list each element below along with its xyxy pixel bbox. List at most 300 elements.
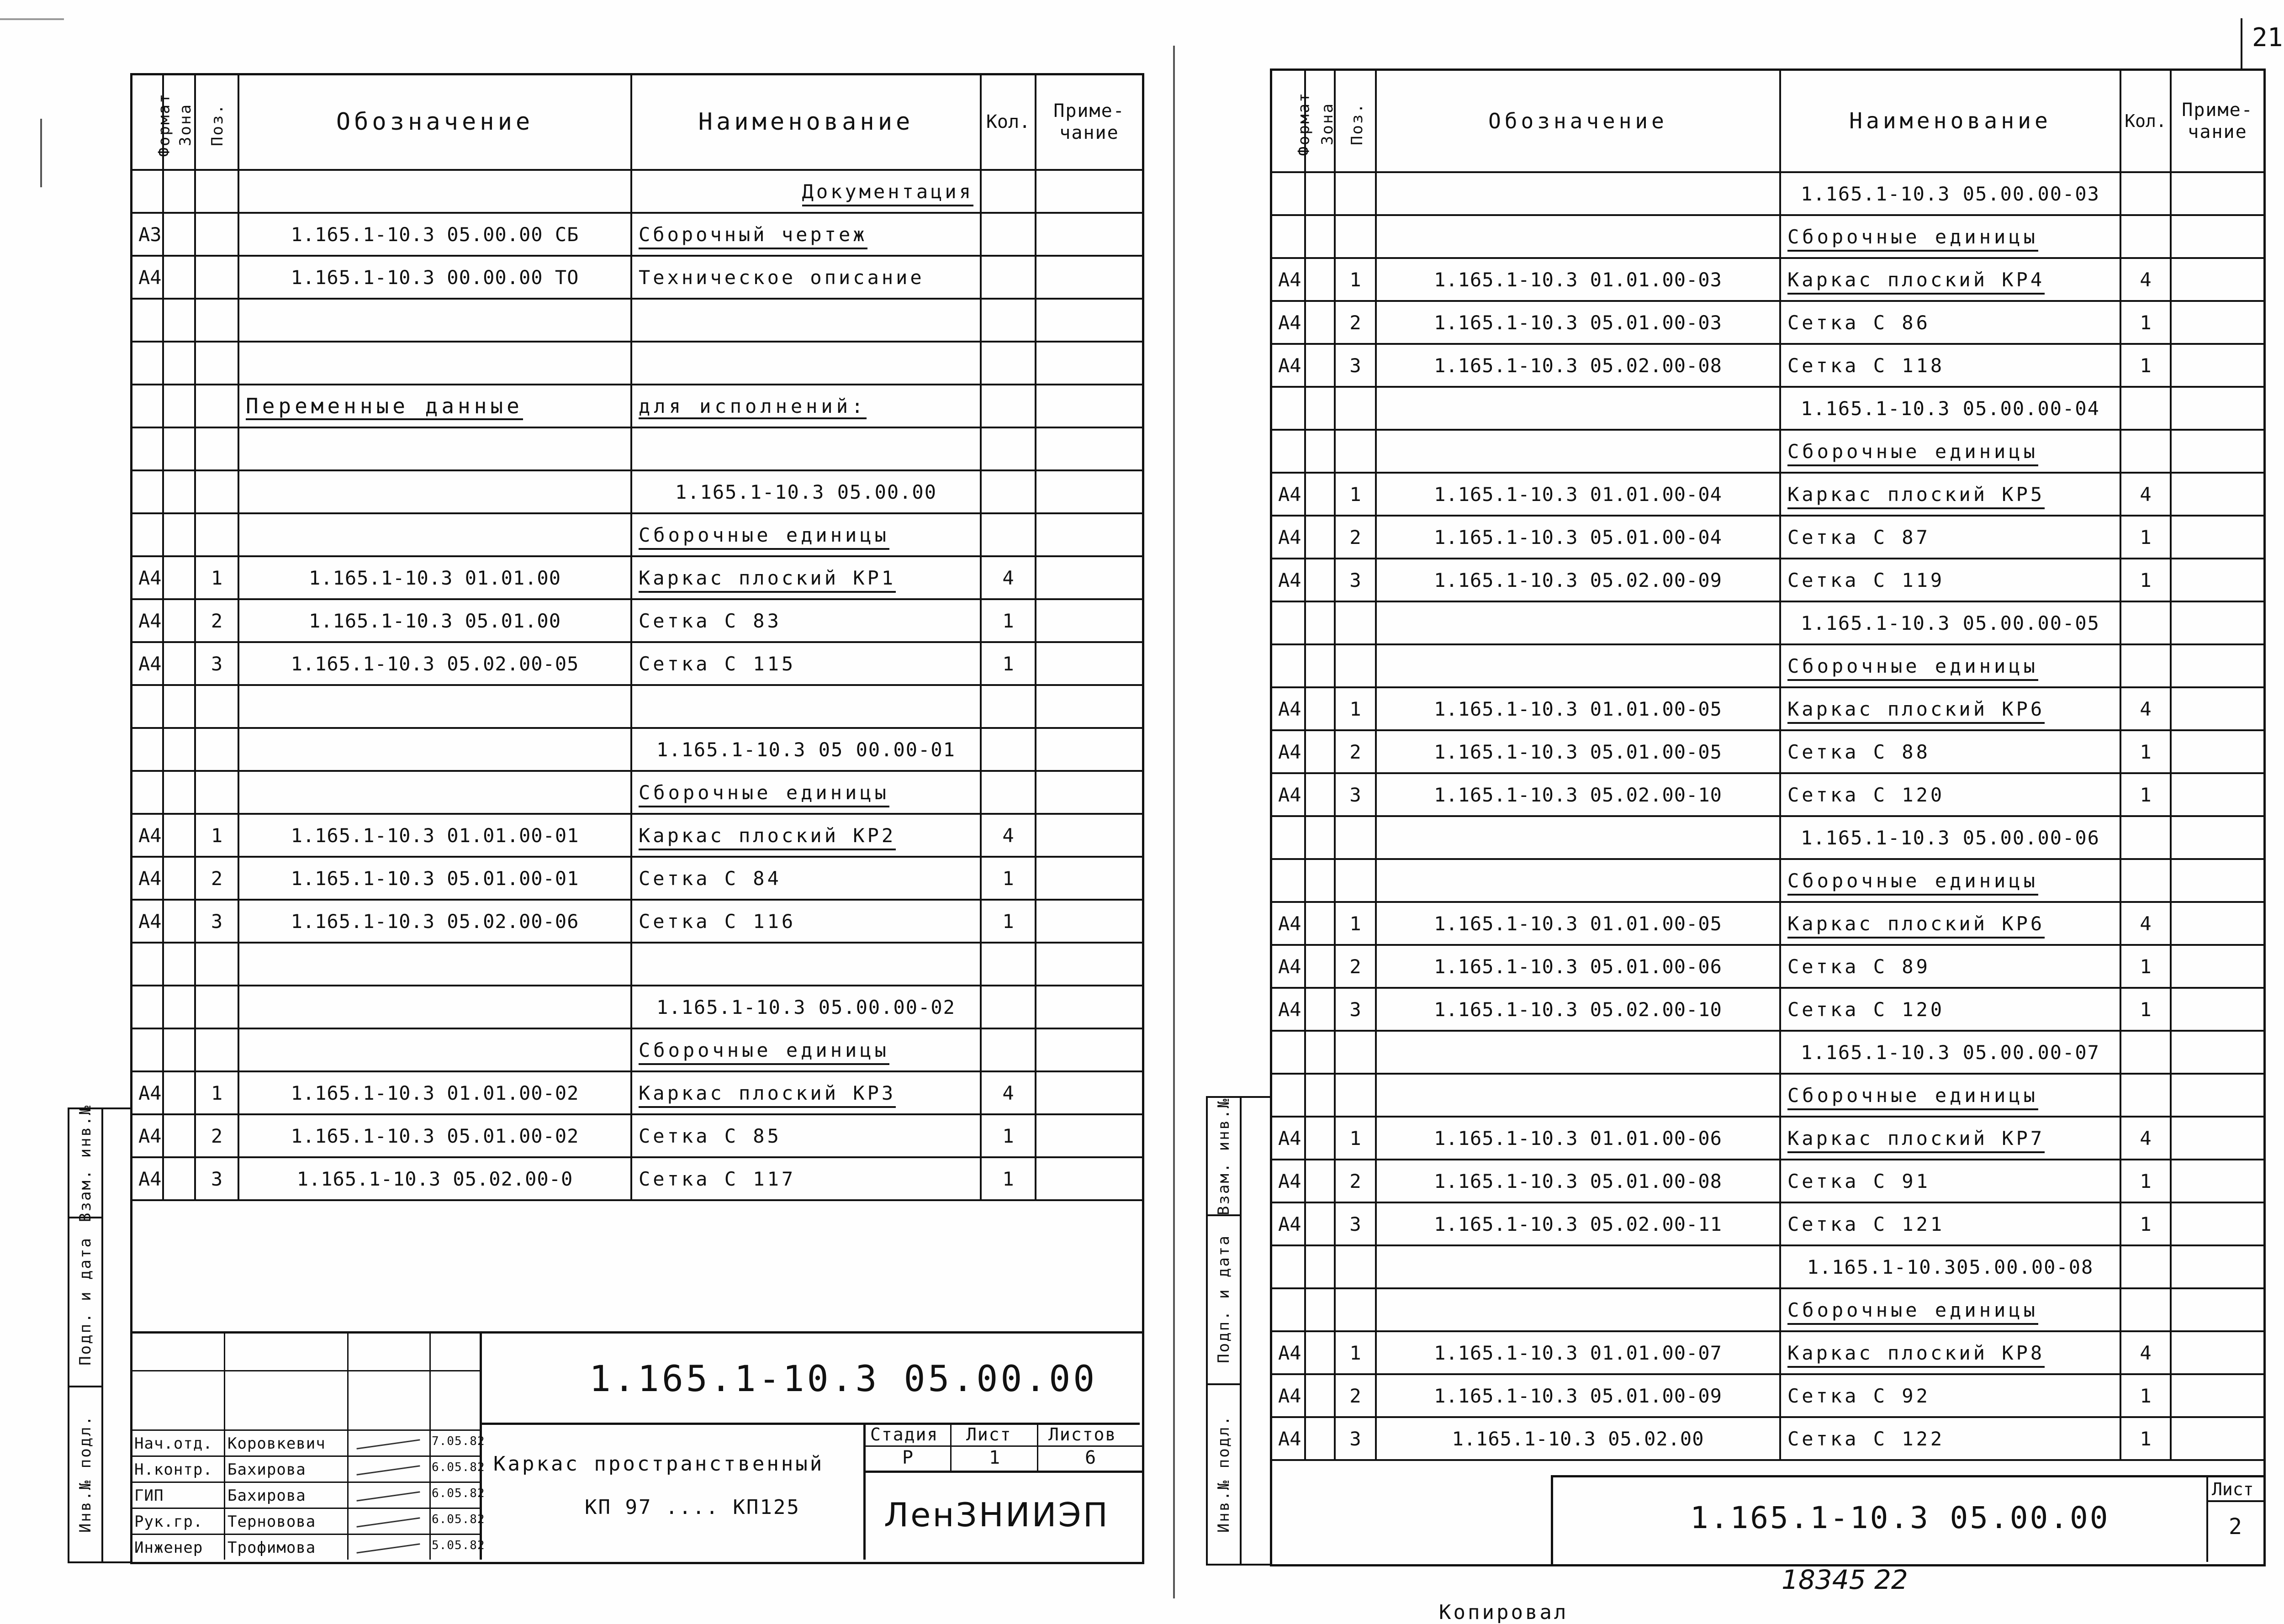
cell-format: А4 [1271, 687, 1305, 730]
tb-doc-number: 1.165.1-10.3 05.00.00 [589, 1359, 1098, 1400]
cell-name-text: Сборочные единицы [1787, 870, 2038, 896]
cell-name [631, 385, 981, 427]
cell-qty: 1 [2120, 301, 2171, 344]
spec-row [131, 900, 1143, 943]
cell-name-text: Каркас плоский КР3 [639, 1082, 896, 1108]
cell-name [1780, 215, 2120, 258]
cell-qty: 4 [981, 556, 1036, 599]
spec-row [1271, 1160, 2264, 1202]
cell-zone [1305, 215, 1335, 258]
cell-pos [195, 513, 238, 556]
rtb-doc-number: 1.165.1-10.3 05.00.00 [1690, 1500, 2110, 1535]
tb-stage: Р [902, 1447, 914, 1468]
cell-zone [163, 385, 195, 427]
cell-zone [1305, 687, 1335, 730]
cell-name [1780, 945, 2120, 988]
cell-pos: 3 [195, 900, 238, 943]
tb-person-signature [356, 1517, 420, 1527]
cell-qty: 1 [981, 857, 1036, 900]
tb-person-role: ГИП [134, 1487, 164, 1505]
cell-name [1780, 1288, 2120, 1331]
tb-person-role: Н.контр. [134, 1461, 213, 1479]
cell-name [1780, 601, 2120, 644]
spec-row [1271, 1031, 2264, 1074]
cell-pos: 3 [1335, 1202, 1376, 1245]
cell-qty [981, 427, 1036, 470]
cell-qty: 1 [2120, 559, 2171, 601]
cell-designation: 1.165.1-10.3 05.02.00-0 [238, 1157, 631, 1200]
cell-name [631, 299, 981, 342]
cell-note [2171, 773, 2264, 816]
cell-pos [1335, 1031, 1376, 1074]
cell-designation [238, 299, 631, 342]
cell-designation: 1.165.1-10.3 01.01.00-06 [1376, 1117, 1780, 1160]
spec-row [1271, 816, 2264, 859]
cell-name-text: 1.165.1-10.3 05.00.00-06 [1801, 826, 2100, 849]
cell-zone [1305, 516, 1335, 559]
cell-qty: 4 [2120, 687, 2171, 730]
cell-zone [163, 814, 195, 857]
cell-name [631, 1114, 981, 1157]
header-pos: Поз. [195, 74, 238, 170]
cell-designation: 1.165.1-10.3 05.02.00-08 [1376, 344, 1780, 387]
cell-zone [163, 256, 195, 299]
spec-row [1271, 945, 2264, 988]
cell-qty [981, 1028, 1036, 1071]
cell-format: А4 [131, 857, 163, 900]
cell-designation: 1.165.1-10.3 01.01.00-04 [1376, 473, 1780, 516]
cell-name [1780, 344, 2120, 387]
cell-name [1780, 387, 2120, 430]
cell-pos: 2 [1335, 516, 1376, 559]
cell-designation: 1.165.1-10.3 05.01.00-06 [1376, 945, 1780, 988]
cell-zone [1305, 1202, 1335, 1245]
cell-note [2171, 945, 2264, 988]
cell-format [131, 771, 163, 814]
cell-name [1780, 473, 2120, 516]
cell-designation: 1.165.1-10.3 05.01.00-03 [1376, 301, 1780, 344]
cell-pos [1335, 172, 1376, 215]
cell-format: А4 [131, 642, 163, 685]
cell-name-text: Сетка С 85 [639, 1124, 782, 1147]
cell-name-text: Сетка С 119 [1787, 569, 1945, 591]
cell-name [631, 256, 981, 299]
cell-name-text: 1.165.1-10.3 05.00.00 [675, 480, 937, 503]
cell-zone [1305, 1417, 1335, 1460]
cell-note [1036, 728, 1143, 771]
cell-qty [981, 771, 1036, 814]
cell-name [1780, 430, 2120, 473]
left-edge-mark [40, 119, 42, 187]
cell-note [1036, 857, 1143, 900]
cell-pos [1335, 601, 1376, 644]
cell-name [1780, 1117, 2120, 1160]
cell-name [631, 556, 981, 599]
tb-title-line2: КП 97 .... КП125 [585, 1496, 800, 1519]
cell-name-text: 1.165.1-10.3 05.00.00-05 [1801, 612, 2100, 634]
cell-zone [1305, 1331, 1335, 1374]
cell-pos [1335, 430, 1376, 473]
cell-name [631, 685, 981, 728]
spec-row [1271, 387, 2264, 430]
cell-zone [163, 728, 195, 771]
cell-format: А4 [1271, 988, 1305, 1031]
cell-qty: 1 [981, 642, 1036, 685]
cell-format [1271, 172, 1305, 215]
cell-name [631, 1071, 981, 1114]
cell-name [1780, 1331, 2120, 1374]
cell-note [2171, 1074, 2264, 1117]
cell-designation: 1.165.1-10.3 05.02.00-11 [1376, 1202, 1780, 1245]
spec-row [131, 427, 1143, 470]
tb-person-name: Коровкевич [227, 1434, 326, 1453]
cell-name [631, 1157, 981, 1200]
cell-name-text: Сетка С 120 [1787, 783, 1945, 806]
cell-pos [195, 342, 238, 385]
cell-note [2171, 301, 2264, 344]
cell-format [1271, 644, 1305, 687]
cell-zone [163, 1114, 195, 1157]
cell-qty [981, 986, 1036, 1028]
cell-name-text: Каркас плоский КР5 [1787, 483, 2045, 509]
cell-name-text: Сборочные единицы [639, 781, 889, 807]
header-qty-r: Кол. [2120, 69, 2171, 172]
cell-note [1036, 1071, 1143, 1114]
cell-zone [1305, 859, 1335, 902]
spec-row [1271, 301, 2264, 344]
cell-name-text: 1.165.1-10.3 05.00.00-02 [656, 996, 956, 1018]
cell-note [1036, 1114, 1143, 1157]
header-name: Наименование [631, 74, 981, 170]
cell-qty [981, 170, 1036, 213]
cell-qty: 4 [2120, 258, 2171, 301]
cell-qty [981, 342, 1036, 385]
cell-format: А4 [1271, 559, 1305, 601]
cell-pos: 2 [1335, 1374, 1376, 1417]
cell-qty: 1 [2120, 344, 2171, 387]
spec-row [131, 771, 1143, 814]
cell-pos [195, 385, 238, 427]
cell-name [631, 857, 981, 900]
cell-name-text: Каркас плоский КР7 [1787, 1127, 2045, 1153]
cell-format: А4 [1271, 1331, 1305, 1374]
cell-qty [2120, 816, 2171, 859]
cell-name [631, 599, 981, 642]
cell-format: А4 [131, 814, 163, 857]
cell-name [1780, 301, 2120, 344]
cell-name [1780, 644, 2120, 687]
cell-designation [1376, 601, 1780, 644]
cell-note [1036, 170, 1143, 213]
cell-format: А3 [131, 213, 163, 256]
cell-format [131, 685, 163, 728]
bottom-note: 18345 22 [1782, 1564, 1908, 1595]
cell-designation: 1.165.1-10.3 01.01.00-05 [1376, 902, 1780, 945]
cell-note [2171, 258, 2264, 301]
tb-person-name: Трофимова [227, 1539, 316, 1557]
cell-name [1780, 773, 2120, 816]
spec-row [1271, 430, 2264, 473]
cell-note [1036, 427, 1143, 470]
tb-person-signature [356, 1465, 420, 1475]
cell-name-text: Каркас плоский КР1 [639, 567, 896, 593]
cell-pos: 2 [1335, 945, 1376, 988]
cell-qty: 1 [981, 1157, 1036, 1200]
cell-designation: 1.165.1-10.3 01.01.00-07 [1376, 1331, 1780, 1374]
cell-qty [2120, 1031, 2171, 1074]
cell-name [1780, 730, 2120, 773]
cell-name [631, 943, 981, 986]
cell-format [131, 299, 163, 342]
cell-format [1271, 430, 1305, 473]
cell-format: А4 [131, 1157, 163, 1200]
side-stamp-inv-r: Инв.№ подл. [1215, 1414, 1233, 1533]
cell-designation: 1.165.1-10.3 00.00.00 ТО [238, 256, 631, 299]
spec-row [1271, 516, 2264, 559]
cell-qty [2120, 1074, 2171, 1117]
cell-name [1780, 1202, 2120, 1245]
cell-qty: 4 [2120, 1117, 2171, 1160]
cell-name [631, 642, 981, 685]
header-note: Приме-чание [1036, 74, 1143, 170]
cell-designation: 1.165.1-10.3 05.02.00-10 [1376, 988, 1780, 1031]
cell-name [1780, 1031, 2120, 1074]
cell-designation: 1.165.1-10.3 05.00.00 СБ [238, 213, 631, 256]
spec-row [1271, 773, 2264, 816]
cell-note [2171, 1245, 2264, 1288]
cell-name [1780, 687, 2120, 730]
cell-zone [163, 599, 195, 642]
cell-pos [1335, 215, 1376, 258]
rtb-sheet-divider [2208, 1500, 2265, 1502]
page-number: 21 [2252, 23, 2283, 53]
cell-format: А4 [1271, 301, 1305, 344]
cell-note [2171, 559, 2264, 601]
tb-person-row [132, 1534, 485, 1561]
cell-note [1036, 986, 1143, 1028]
cell-pos: 1 [1335, 258, 1376, 301]
side-stamp-swap-r: Взам. инв.№ [1208, 1098, 1240, 1216]
cell-name-text: Каркас плоский КР8 [1787, 1342, 2045, 1368]
cell-format [131, 427, 163, 470]
spec-row [131, 728, 1143, 771]
cell-format: А4 [1271, 902, 1305, 945]
cell-name [1780, 1160, 2120, 1202]
cell-qty [2120, 387, 2171, 430]
left-title-block [130, 1331, 1144, 1564]
cell-note [2171, 1160, 2264, 1202]
cell-name-text: Сборочные единицы [1787, 1299, 2038, 1325]
rtb-sheet-label: Лист [2212, 1479, 2254, 1499]
cell-name [631, 470, 981, 513]
right-title-block [1551, 1475, 2263, 1566]
left-spec-body [131, 170, 1143, 1200]
spec-row [131, 599, 1143, 642]
tb-person-role: Нач.отд. [134, 1434, 213, 1453]
cell-name-text: Сетка С 91 [1787, 1170, 1930, 1192]
cell-name-text: Каркас плоский КР6 [1787, 912, 2045, 939]
cell-format [131, 1028, 163, 1071]
cell-zone [1305, 172, 1335, 215]
cell-name [1780, 516, 2120, 559]
cell-format [1271, 215, 1305, 258]
cell-note [2171, 644, 2264, 687]
cell-name [631, 814, 981, 857]
cell-qty: 4 [2120, 902, 2171, 945]
cell-qty [981, 513, 1036, 556]
cell-name-text: Сетка С 86 [1787, 311, 1930, 334]
spec-row [1271, 1331, 2264, 1374]
cell-pos: 3 [1335, 1417, 1376, 1460]
cell-qty [981, 385, 1036, 427]
cell-qty [2120, 601, 2171, 644]
cell-qty: 1 [2120, 945, 2171, 988]
cell-designation [238, 385, 631, 427]
cell-pos: 3 [195, 642, 238, 685]
side-stamp-inv: Инв.№ подл. [76, 1414, 95, 1533]
tb-person-row [132, 1429, 485, 1457]
spec-row [1271, 1288, 2264, 1331]
right-side-stamp-col2 [1238, 1096, 1270, 1566]
cell-zone [163, 857, 195, 900]
cell-designation [1376, 172, 1780, 215]
cell-note [1036, 299, 1143, 342]
cell-zone [163, 213, 195, 256]
cell-designation [238, 1028, 631, 1071]
tb-person-date: 6.05.82 [432, 1461, 485, 1474]
cell-name-text: Сетка С 120 [1787, 998, 1945, 1021]
cell-name-text: Сетка С 117 [639, 1167, 796, 1190]
cell-zone [1305, 1374, 1335, 1417]
cell-name [1780, 1417, 2120, 1460]
tb-person-date: 6.05.82 [432, 1487, 485, 1500]
cell-note [1036, 256, 1143, 299]
cell-note [2171, 215, 2264, 258]
cell-qty [2120, 1245, 2171, 1288]
tb-sheet: 1 [989, 1447, 1000, 1468]
cell-format [1271, 387, 1305, 430]
cell-name-text: Сетка С 83 [639, 609, 782, 632]
cell-pos [1335, 859, 1376, 902]
cell-qty [2120, 1288, 2171, 1331]
cell-qty [2120, 644, 2171, 687]
cell-note [2171, 988, 2264, 1031]
cell-pos [195, 470, 238, 513]
cell-zone [163, 943, 195, 986]
cell-designation: 1.165.1-10.3 01.01.00-05 [1376, 687, 1780, 730]
cell-designation [238, 728, 631, 771]
cell-qty: 1 [2120, 730, 2171, 773]
cell-pos [195, 771, 238, 814]
cell-format [131, 943, 163, 986]
cell-name [1780, 258, 2120, 301]
spec-row [131, 470, 1143, 513]
cell-note [1036, 342, 1143, 385]
top-left-mark [0, 18, 64, 20]
cell-name [1780, 1374, 2120, 1417]
spec-row [131, 685, 1143, 728]
cell-format: А4 [131, 1114, 163, 1157]
cell-pos: 3 [195, 1157, 238, 1200]
side-stamp-swap: Взам. инв.№ [69, 1109, 101, 1218]
cell-name [631, 771, 981, 814]
cell-zone [163, 1071, 195, 1114]
cell-name-text: Сборочные единицы [1787, 226, 2038, 252]
cell-pos [1335, 1288, 1376, 1331]
cell-note [1036, 685, 1143, 728]
spec-row [131, 213, 1143, 256]
cell-qty: 1 [2120, 1202, 2171, 1245]
cell-note [2171, 601, 2264, 644]
cell-note [1036, 900, 1143, 943]
cell-name [631, 513, 981, 556]
cell-format: А4 [1271, 516, 1305, 559]
cell-zone [163, 642, 195, 685]
cell-zone [1305, 344, 1335, 387]
cell-name-text: Сборочные единицы [1787, 1084, 2038, 1110]
tb-person-date: 6.05.82 [432, 1513, 485, 1526]
cell-note [2171, 172, 2264, 215]
cell-name [631, 986, 981, 1028]
cell-name [1780, 859, 2120, 902]
cell-designation: 1.165.1-10.3 05.01.00-01 [238, 857, 631, 900]
spec-row [1271, 644, 2264, 687]
spec-row [131, 943, 1143, 986]
cell-pos: 1 [1335, 473, 1376, 516]
cell-name [1780, 172, 2120, 215]
cell-note [2171, 816, 2264, 859]
cell-designation: 1.165.1-10.3 05.01.00-04 [1376, 516, 1780, 559]
cell-format [131, 470, 163, 513]
cell-zone [163, 1157, 195, 1200]
cell-format [131, 385, 163, 427]
cell-name [631, 728, 981, 771]
cell-name-text: Сетка С 122 [1787, 1427, 1945, 1450]
cell-pos [195, 213, 238, 256]
left-spec-table [130, 73, 1144, 1201]
spec-row [1271, 902, 2264, 945]
cell-qty [981, 728, 1036, 771]
cell-pos: 3 [1335, 773, 1376, 816]
tb-person-name: Бахирова [227, 1487, 306, 1505]
cell-pos: 1 [195, 1071, 238, 1114]
cell-pos [1335, 1245, 1376, 1288]
cell-zone [1305, 1074, 1335, 1117]
cell-pos [1335, 816, 1376, 859]
cell-qty [981, 299, 1036, 342]
spec-row [1271, 1245, 2264, 1288]
cell-note [2171, 430, 2264, 473]
cell-format: А4 [1271, 945, 1305, 988]
cell-zone [163, 986, 195, 1028]
spec-row [1271, 687, 2264, 730]
cell-qty [2120, 172, 2171, 215]
cell-name [631, 342, 981, 385]
cell-name-text: Сетка С 88 [1787, 740, 1930, 763]
cell-designation: 1.165.1-10.3 05.02.00-10 [1376, 773, 1780, 816]
cell-note [2171, 1202, 2264, 1245]
cell-pos: 1 [1335, 902, 1376, 945]
cell-designation: 1.165.1-10.3 05.02.00-09 [1376, 559, 1780, 601]
cell-designation [1376, 859, 1780, 902]
cell-designation: 1.165.1-10.3 01.01.00-03 [1376, 258, 1780, 301]
cell-format: А4 [1271, 473, 1305, 516]
tb-person-row [132, 1508, 485, 1535]
cell-format [1271, 816, 1305, 859]
cell-name-text: Сетка С 84 [639, 867, 782, 890]
cell-name [1780, 1245, 2120, 1288]
cell-format [1271, 601, 1305, 644]
